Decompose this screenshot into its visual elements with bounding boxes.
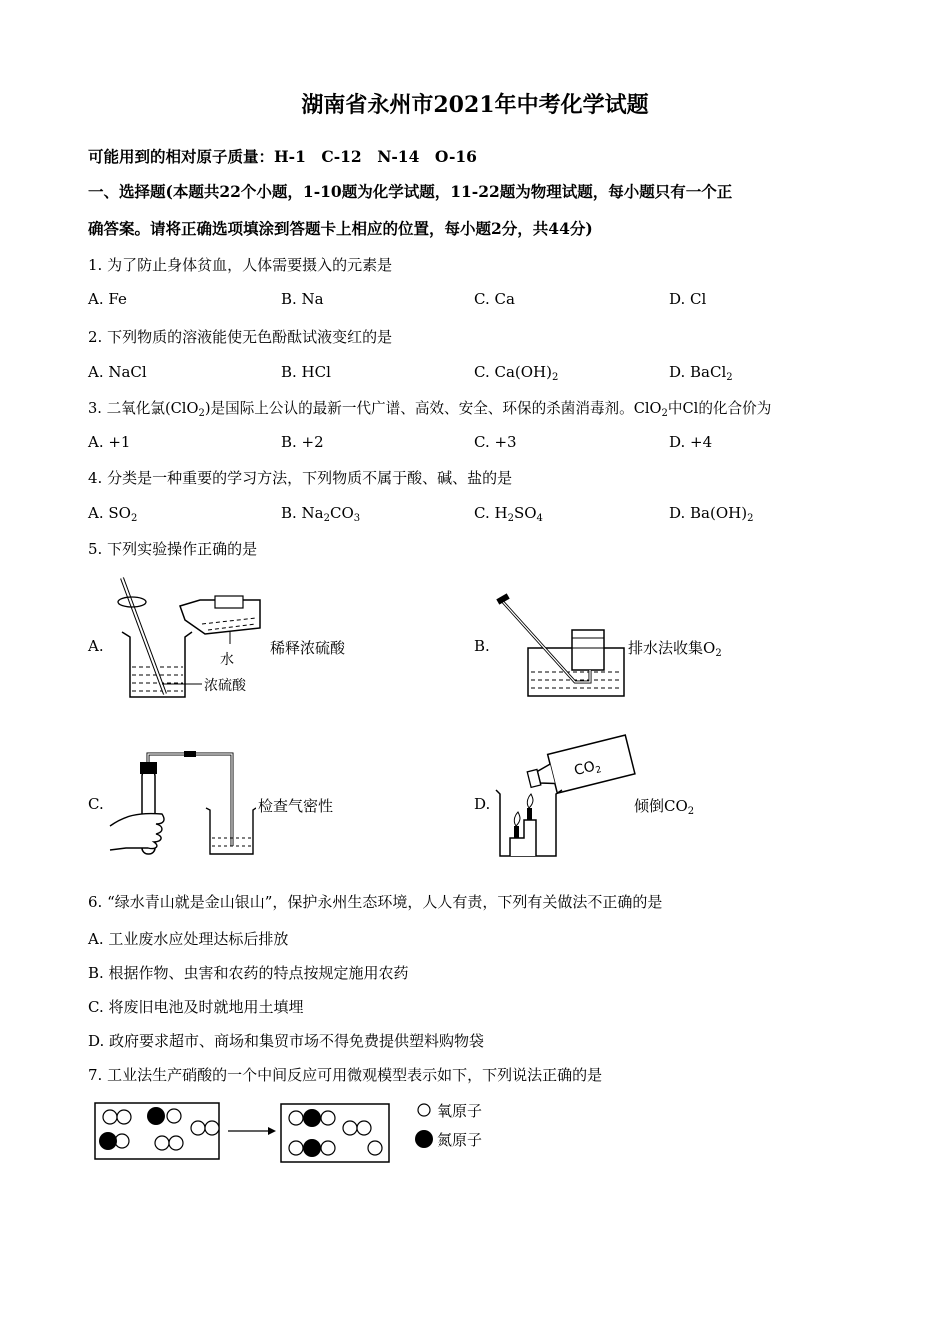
q5-option-c-caption: 检查气密性 — [258, 797, 334, 815]
svg-text:CO2: $CO_2$ — [572, 758, 603, 780]
q4-option-c: C. $H_2SO_4$ — [474, 504, 543, 524]
concentrated-acid-label: 浓硫酸 — [204, 678, 246, 694]
q5-option-d-label: D. — [474, 795, 491, 813]
q6-option-c: C. 将废旧电池及时就地用土填埋 — [88, 998, 304, 1016]
question-3-stem: 3. 二氧化氯(ClO$_2$)是国际上公认的最新一代广谱、高效、安全、环保的杀菌消毒剂。ClO$_2$中Cl的化合价为 — [88, 400, 772, 419]
oxygen-atom-legend-icon — [418, 1104, 430, 1116]
q3-option-c: C. +3 — [474, 433, 517, 451]
legend-oxygen-label: 氧原子 — [437, 1102, 483, 1120]
q4-option-b: B. $Na_2CO_3$ — [281, 504, 361, 524]
q6-option-a: A. 工业废水应处理达标后排放 — [88, 930, 289, 948]
micro-model-diagram — [92, 1098, 502, 1168]
q1-option-a: A. Fe — [88, 290, 127, 308]
q5-option-b-caption: 排水法收集$O_2$ — [628, 639, 722, 659]
question-1-stem: 1. 为了防止身体贫血，人体需要摄入的元素是 — [88, 256, 393, 274]
q2-option-d: D. BaCl$_2$ — [669, 363, 733, 383]
question-7-stem: 7. 工业法生产硝酸的一个中间反应可用微观模型表示如下，下列说法正确的是 — [88, 1066, 603, 1084]
legend-nitrogen-label: 氮原子 — [437, 1131, 483, 1149]
q6-option-b: B. 根据作物、虫害和农药的特点按规定施用农药 — [88, 964, 409, 982]
q5-option-c-label: C. — [88, 795, 104, 813]
q4-option-a: A. $SO_2$ — [88, 504, 138, 524]
q5-option-d-caption: 倾倒$CO_2$ — [634, 797, 695, 817]
water-displacement-collection-diagram — [495, 590, 630, 702]
q2-option-b: B. HCl — [281, 363, 331, 381]
question-6-stem: 6. “绿水青山就是金山银山”，保护永州生态环境，人人有责，下列有关做法不正确的是 — [88, 893, 663, 911]
question-2-stem: 2. 下列物质的溶液能使无色酚酞试液变红的是 — [88, 328, 393, 346]
q1-option-c: C. Ca — [474, 290, 515, 308]
page-title: 湖南省永州市2021年中考化学试题 — [301, 92, 649, 118]
q5-option-a-caption: 稀释浓硫酸 — [270, 639, 346, 657]
q3-option-a: A. +1 — [88, 433, 131, 451]
question-5-stem: 5. 下列实验操作正确的是 — [88, 540, 258, 558]
q5-option-a-label: A. — [88, 637, 104, 655]
pour-co2-diagram — [494, 728, 636, 860]
atomic-mass-line: 可能用到的相对原子质量：H-1 C-12 N-14 O-16 — [88, 147, 477, 166]
q1-option-d: D. Cl — [669, 290, 707, 308]
section-header-line1: 一、选择题(本题共22个小题，1-10题为化学试题，11-22题为物理试题，每小题只有一个正 — [88, 182, 733, 201]
q3-option-d: D. +4 — [669, 433, 713, 451]
q4-option-d: D. $Ba(OH)_2$ — [669, 504, 754, 524]
nitrogen-atom-legend-icon — [415, 1130, 433, 1148]
q6-option-d: D. 政府要求超市、商场和集贸市场不得免费提供塑料购物袋 — [88, 1032, 485, 1050]
question-4-stem: 4. 分类是一种重要的学习方法，下列物质不属于酸、碱、盐的是 — [88, 469, 513, 487]
dilute-sulfuric-acid-diagram — [110, 572, 270, 702]
q2-option-a: A. NaCl — [88, 363, 147, 381]
airtightness-check-diagram — [108, 750, 256, 860]
q5-option-b-label: B. — [474, 637, 490, 655]
water-label: 水 — [220, 652, 234, 668]
q3-option-b: B. +2 — [281, 433, 324, 451]
q1-option-b: B. Na — [281, 290, 324, 308]
section-header-line2: 确答案。请将正确选项填涂到答题卡上相应的位置，每小题2分，共44分) — [88, 219, 593, 238]
q2-option-c: C. $Ca(OH)_2$ — [474, 363, 559, 383]
